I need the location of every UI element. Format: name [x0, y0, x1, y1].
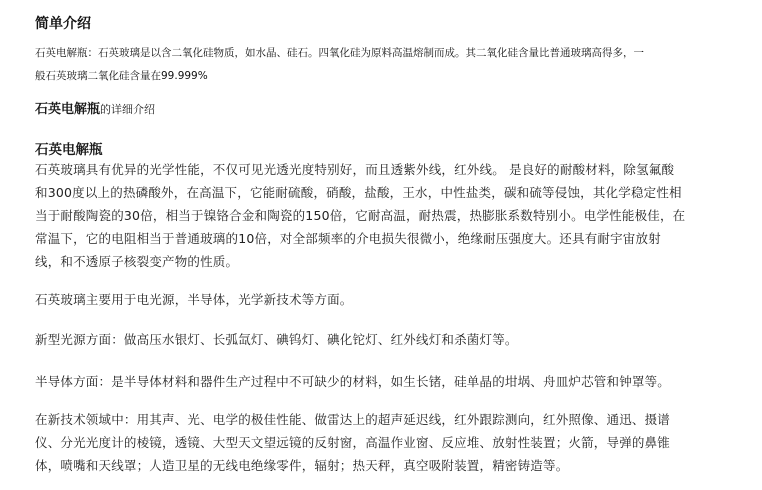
paragraph-line: 和300度以上的热磷酸外，在高温下，它能耐硫酸，硝酸，盐酸，王水，中性盐类，碳和硫等侵蚀，其化学稳定性相 [35, 185, 682, 200]
subheading-bold: 石英电解瓶 [35, 102, 101, 117]
page-title: 简单介绍 [35, 16, 91, 32]
paragraph-line: 线，和不透原子核裂变产物的性质。 [35, 254, 239, 269]
section-title: 石英电解瓶 [35, 142, 103, 158]
paragraph-line: 常温下，它的电阻相当于普通玻璃的10倍，对全部频率的介电损失很微小，绝缘耐压强度大。还具有耐宇宙放射 [35, 231, 661, 246]
paragraph-light-source: 新型光源方面：做高压水银灯、长弧氙灯、碘钨灯、碘化铊灯、红外线灯和杀菌灯等。 [35, 332, 518, 347]
paragraph-line: 仪、分光光度计的棱镜，透镜、大型天文望远镜的反射窗，高温作业窗、反应堆、放射性装置；火箭，导弹的鼻锥 [35, 435, 671, 450]
paragraph-semiconductor: 半导体方面：是半导体材料和器件生产过程中不可缺少的材料，如生长锗，硅单晶的坩埚、舟皿炉芯管和钟罩等。 [35, 374, 671, 389]
paragraph-line: 体，喷嘴和天线罩；人造卫星的无线电绝缘零件，辐射；热天秤，真空吸附装置，精密铸造等。 [35, 458, 569, 473]
paragraph-line: 石英玻璃具有优异的光学性能，不仅可见光透光度特别好，而且透紫外线，红外线。 是良好的耐酸材料，除氢氟酸 [35, 162, 675, 177]
intro-line-1: 石英电解瓶：石英玻璃是以含二氧化硅物质，如水晶、硅石。四氧化硅为原料高温熔制而成。其二氧化硅含量比普通玻璃高得多，一 [35, 47, 644, 59]
paragraph-line: 当于耐酸陶瓷的30倍，相当于镍铬合金和陶瓷的150倍，它耐高温，耐热震，热膨胀系数特别小。电学性能极佳，在 [35, 208, 686, 223]
intro-line-2: 般石英玻璃二氧化硅含量在99.999% [35, 70, 208, 82]
subheading-rest: 的详细介绍 [100, 103, 156, 116]
paragraph-uses: 石英玻璃主要用于电光源，半导体，光学新技术等方面。 [35, 292, 353, 307]
paragraph-line: 在新技术领域中：用其声、光、电学的极佳性能、做雷达上的超声延迟线，红外跟踪测向，红外照像、通迅、摄谱 [35, 412, 671, 427]
detail-subheading [35, 98, 155, 117]
